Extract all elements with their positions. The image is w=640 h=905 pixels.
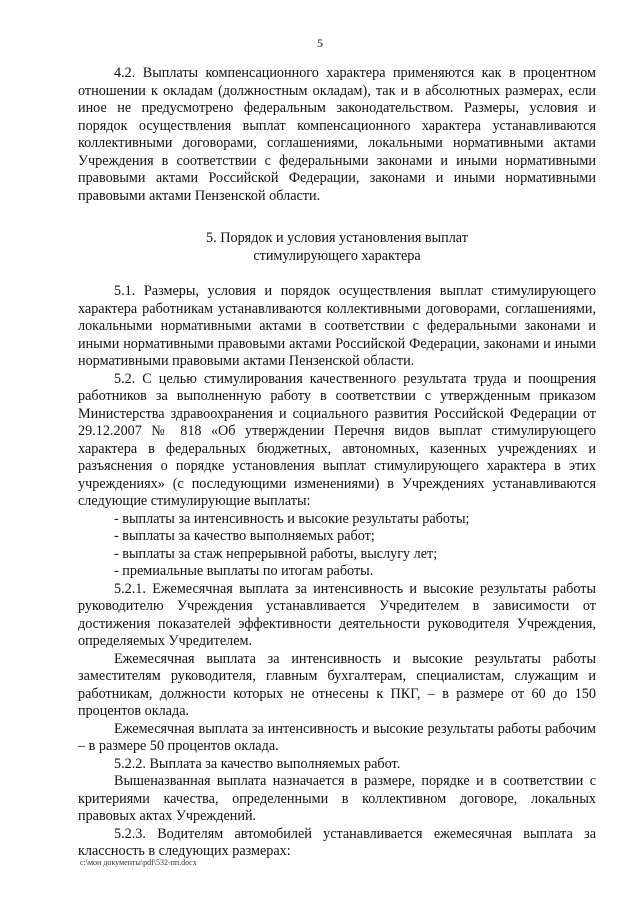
paragraph-quality-payment: Вышеназванная выплата назначается в размере, порядке и в соответствии с критериями качества, определенными в коллективном договоре, локальных правовых актах Учреждений.	[78, 773, 596, 824]
paragraph-5-2-2: 5.2.2. Выплата за качество выполняемых работ.	[114, 755, 401, 772]
section-heading-line-2: стимулирующего характера	[253, 248, 421, 264]
paragraph-5-2-3: 5.2.3. Водителям автомобилей устанавливается ежемесячная выплата за классность в следующих размерах:	[78, 825, 596, 859]
list-item: - выплаты за качество выполняемых работ;	[114, 528, 375, 544]
list-item: - выплаты за интенсивность и высокие результаты работы;	[114, 510, 470, 527]
document-body	[78, 65, 596, 861]
section-heading-line-1: 5. Порядок и условия установления выплат	[206, 230, 468, 246]
paragraph-5-1: 5.1. Размеры, условия и порядок осуществления выплат стимулирующего характера работникам устанавливаются коллективными договорами, соглашениями, локальными нормативными актами в соответствии с федеральными законами и иными нормативными правовыми актами Российской Федерации, законами и иными нормативными правовыми актами Пензенской области.	[78, 283, 596, 369]
paragraph-5-2: 5.2. С целью стимулирования качественного результата труда и поощрения работников за выполненную работу в соответствии с утвержденным приказом Министерства здравоохранения и социального развития Российской Федерации от 29.12.2007 № 818 «Об утверждении Перечня видов выплат стимулирующего характера в федеральных бюджетных, автономных, казенных учреждениях и разъяснения о порядке установления выплат стимулирующего характера в этих учреждениях» (с последующими изменениями) в Учреждениях устанавливаются следующие стимулирующие выплаты:	[78, 370, 596, 509]
page-number: 5	[317, 36, 323, 50]
section-heading	[78, 229, 596, 265]
list-item: - выплаты за стаж непрерывной работы, выслугу лет;	[114, 545, 438, 562]
paragraph-5-2-1: 5.2.1. Ежемесячная выплата за интенсивность и высокие результаты работы руководителю Учреждения устанавливается Учредителем в зависимости от достижения показателей эффективности деятельности руководителя Учреждения, определяемых Учредителем.	[78, 580, 596, 649]
paragraph-workers-payment: Ежемесячная выплата за интенсивность и высокие результаты работы рабочим – в размере 50 процентов оклада.	[78, 720, 596, 754]
paragraph-4-2: 4.2. Выплаты компенсационного характера применяются как в процентном отношении к окладам (должностным окладам), так и в абсолютных размерах, если иное не предусмотрено федеральным законодательством. Размеры, условия и порядок осуществления выплат компенсационного характера устанавливаются коллективными договорами, соглашениями, локальными нормативными актами Учреждения в соответствии с федеральными законами и иными нормативными правовыми актами Российской Федерации, законами и иными нормативными правовыми актами Пензенской области.	[78, 65, 596, 204]
paragraph-deputies-payment: Ежемесячная выплата за интенсивность и высокие результаты работы заместителям руководителя, главным бухгалтерам, специалистам, служащим и работникам, должности которых не отнесены к ПКГ, – в размере от 60 до 150 процентов оклада.	[78, 650, 596, 719]
footer-file-path: c:\мои документы\pdf\532-пп.docx	[80, 858, 197, 867]
list-item: - премиальные выплаты по итогам работы.	[114, 563, 374, 579]
